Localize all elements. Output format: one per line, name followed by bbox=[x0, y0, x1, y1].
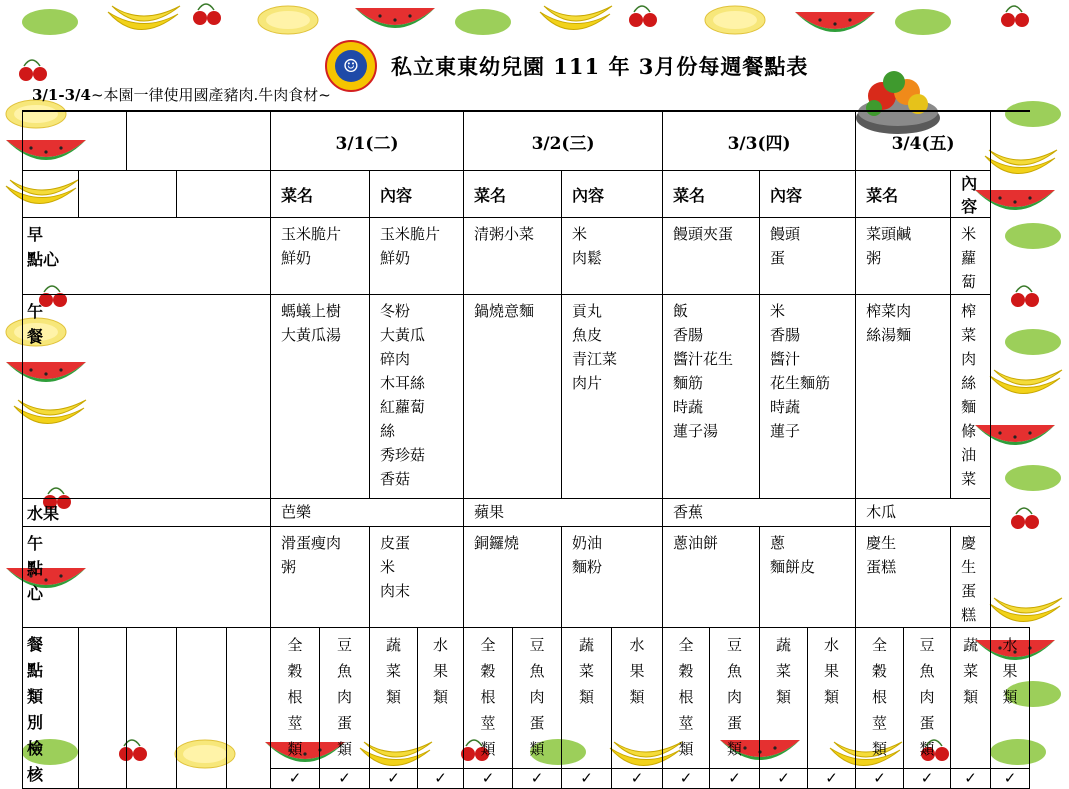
food-group-fruit: 水 果 類 bbox=[612, 628, 663, 769]
check-mark: ✓ bbox=[710, 769, 760, 789]
elephant-icon: ☺ bbox=[335, 50, 367, 82]
food-group-grains: 全 穀 根 莖 類 bbox=[663, 628, 710, 769]
notice-dates: 3/1-3/4 bbox=[32, 86, 91, 104]
fruit-item: 芭樂 bbox=[271, 499, 464, 527]
lunch-ingredients: 冬粉 大黃瓜 碎肉 木耳絲 紅蘿蔔 絲 秀珍菇 香菇 bbox=[370, 295, 464, 499]
breakfast-dish-name: 菜頭鹹 粥 bbox=[856, 218, 951, 295]
check-mark: ✓ bbox=[808, 769, 856, 789]
check-mark: ✓ bbox=[464, 769, 513, 789]
food-group-vegetables: 蔬 菜 類 bbox=[951, 628, 991, 769]
food-group-protein: 豆 魚 肉 蛋 類 bbox=[320, 628, 370, 769]
food-group-fruit: 水 果 類 bbox=[991, 628, 1030, 769]
snack-ingredients: 奶油 麵粉 bbox=[562, 527, 663, 628]
breakfast-ingredients: 米 肉鬆 bbox=[562, 218, 663, 295]
notice-text: ~本園一律使用國產豬肉.牛肉食材~ bbox=[90, 86, 331, 104]
row-label-lunch: 午 餐 bbox=[23, 295, 271, 499]
check-mark: ✓ bbox=[370, 769, 418, 789]
blank-cell bbox=[177, 628, 227, 789]
blank-cell bbox=[127, 628, 177, 789]
fruit-item: 香蕉 bbox=[663, 499, 856, 527]
blank-corner bbox=[127, 111, 271, 171]
blank-cell bbox=[23, 171, 79, 218]
school-logo-icon bbox=[325, 40, 377, 92]
lunch-ingredients: 榨菜 肉絲 麵條 油菜 bbox=[951, 295, 991, 499]
snack-ingredients: 皮蛋 米 肉末 bbox=[370, 527, 464, 628]
row-label-fruit: 水果 bbox=[23, 499, 271, 527]
breakfast-ingredients: 玉米脆片 鮮奶 bbox=[370, 218, 464, 295]
snack-dish-name: 蔥油餅 bbox=[663, 527, 760, 628]
col-header-content: 內容 bbox=[760, 171, 856, 218]
food-group-protein: 豆 魚 肉 蛋 類 bbox=[904, 628, 951, 769]
food-group-vegetables: 蔬 菜 類 bbox=[370, 628, 418, 769]
col-header-name: 菜名 bbox=[271, 171, 370, 218]
check-mark: ✓ bbox=[760, 769, 808, 789]
check-mark: ✓ bbox=[663, 769, 710, 789]
lunch-ingredients: 米 香腸 醬汁 花生麵筋 時蔬 蓮子 bbox=[760, 295, 856, 499]
page-title: 私立東東幼兒園 111 年 3月份每週餐點表 bbox=[391, 54, 809, 79]
check-mark: ✓ bbox=[612, 769, 663, 789]
food-group-vegetables: 蔬 菜 類 bbox=[562, 628, 612, 769]
check-mark: ✓ bbox=[513, 769, 562, 789]
notice-line bbox=[32, 84, 331, 105]
check-mark: ✓ bbox=[271, 769, 320, 789]
blank-cell bbox=[177, 171, 271, 218]
check-mark: ✓ bbox=[991, 769, 1030, 789]
row-label-breakfast: 早 點心 bbox=[23, 218, 271, 295]
col-header-name: 菜名 bbox=[464, 171, 562, 218]
snack-dish-name: 銅鑼燒 bbox=[464, 527, 562, 628]
lunch-dish-name: 鍋燒意麵 bbox=[464, 295, 562, 499]
lunch-dish-name: 飯 香腸 醬汁花生 麵筋 時蔬 蓮子湯 bbox=[663, 295, 760, 499]
day-header: 3/2(三) bbox=[464, 111, 663, 171]
food-group-vegetables: 蔬 菜 類 bbox=[760, 628, 808, 769]
breakfast-ingredients: 饅頭 蛋 bbox=[760, 218, 856, 295]
food-group-grains: 全 穀 根 莖 類 bbox=[271, 628, 320, 769]
row-label-snack: 午 點 心 bbox=[23, 527, 271, 628]
food-group-fruit: 水 果 類 bbox=[418, 628, 464, 769]
food-group-fruit: 水 果 類 bbox=[808, 628, 856, 769]
fruit-item: 木瓜 bbox=[856, 499, 991, 527]
col-header-content: 內容 bbox=[370, 171, 464, 218]
day-header: 3/4(五) bbox=[856, 111, 991, 171]
snack-ingredients: 蔥 麵餅皮 bbox=[760, 527, 856, 628]
check-mark: ✓ bbox=[856, 769, 904, 789]
breakfast-ingredients: 米 蘿蔔 bbox=[951, 218, 991, 295]
breakfast-dish-name: 饅頭夾蛋 bbox=[663, 218, 760, 295]
lunch-ingredients: 貢丸 魚皮 青江菜 肉片 bbox=[562, 295, 663, 499]
check-mark: ✓ bbox=[951, 769, 991, 789]
col-header-content: 內容 bbox=[951, 171, 991, 218]
food-group-grains: 全 穀 根 莖 類 bbox=[464, 628, 513, 769]
col-header-name: 菜名 bbox=[663, 171, 760, 218]
weekly-menu-table bbox=[22, 110, 1030, 789]
lunch-dish-name: 螞蟻上樹 大黃瓜湯 bbox=[271, 295, 370, 499]
check-mark: ✓ bbox=[320, 769, 370, 789]
check-mark: ✓ bbox=[418, 769, 464, 789]
blank-corner bbox=[23, 111, 127, 171]
breakfast-dish-name: 清粥小菜 bbox=[464, 218, 562, 295]
snack-ingredients: 慶生 蛋糕 bbox=[951, 527, 991, 628]
food-group-grains: 全 穀 根 莖 類 bbox=[856, 628, 904, 769]
fruit-item: 蘋果 bbox=[464, 499, 663, 527]
day-header: 3/1(二) bbox=[271, 111, 464, 171]
day-header: 3/3(四) bbox=[663, 111, 856, 171]
check-mark: ✓ bbox=[562, 769, 612, 789]
snack-dish-name: 滑蛋瘦肉 粥 bbox=[271, 527, 370, 628]
col-header-name: 菜名 bbox=[856, 171, 951, 218]
check-mark: ✓ bbox=[904, 769, 951, 789]
col-header-content: 內容 bbox=[562, 171, 663, 218]
food-group-protein: 豆 魚 肉 蛋 類 bbox=[710, 628, 760, 769]
lunch-dish-name: 榨菜肉 絲湯麵 bbox=[856, 295, 951, 499]
blank-cell bbox=[79, 628, 127, 789]
row-label-food-group-check: 餐 點 類 別 檢 核 bbox=[23, 628, 79, 789]
header bbox=[325, 40, 808, 92]
blank-cell bbox=[79, 171, 177, 218]
breakfast-dish-name: 玉米脆片 鮮奶 bbox=[271, 218, 370, 295]
blank-cell bbox=[227, 628, 271, 789]
food-group-protein: 豆 魚 肉 蛋 類 bbox=[513, 628, 562, 769]
snack-dish-name: 慶生 蛋糕 bbox=[856, 527, 951, 628]
